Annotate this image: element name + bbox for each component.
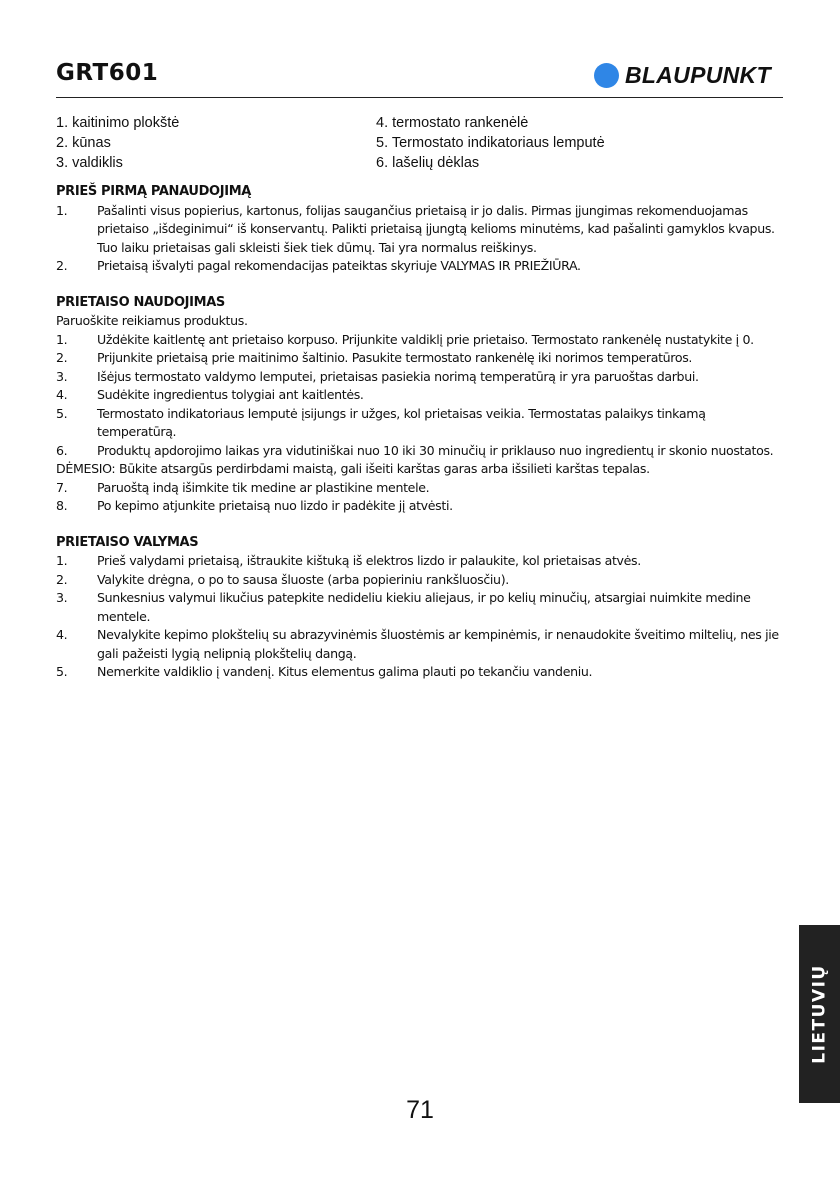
part-item: 5. Termostato indikatoriaus lemputė — [376, 135, 605, 151]
list-item — [56, 349, 786, 368]
item-text: Nevalykite kepimo plokštelių su abrazyvinėmis šluostėmis ar kempinėmis, ir nenaudokite šveitimo miltelių, nes jie gali pažeisti lygią nelipnią plokštelių dangą. — [97, 627, 779, 661]
section-title: PRIETAISO VALYMAS — [56, 534, 199, 550]
parts-list-left — [56, 113, 179, 173]
list-item — [56, 386, 786, 405]
item-text: Po kepimo atjunkite prietaisą nuo lizdo ir padėkite jį atvėsti. — [97, 498, 453, 513]
list-item — [56, 257, 786, 276]
brand-name: BLAUPUNKT — [625, 62, 771, 88]
item-text: Valykite drėgna, o po to sausa šluoste (arba popieriniu rankšluosčiu). — [97, 571, 509, 587]
item-number: 6. — [56, 442, 68, 458]
page-number: 71 — [406, 1096, 434, 1124]
list-item — [56, 571, 786, 590]
item-number: 1. — [56, 553, 68, 568]
list-item — [56, 479, 786, 498]
warning-note: DĖMESIO: Būkite atsargūs perdirbdami maistą, gali išeiti karštas garas arba išsilieti karštas tepalas. — [56, 461, 650, 476]
list-item — [56, 368, 786, 387]
part-item: 2. kūnas — [56, 135, 111, 151]
item-number: 3. — [56, 590, 68, 605]
item-text: Sudėkite ingredientus tolygiai ant kaitlentės. — [97, 387, 364, 402]
language-tab — [799, 925, 840, 1103]
model-name: GRT601 — [56, 60, 159, 86]
item-number: 8. — [56, 498, 68, 513]
list-item — [56, 405, 786, 442]
item-text: Prijunkite prietaisą prie maitinimo šaltinio. Pasukite termostato rankenėlę iki norimos temperatūros. — [97, 350, 693, 365]
list-item — [56, 331, 786, 350]
item-number: 5. — [56, 405, 68, 421]
before-use-list — [56, 202, 786, 276]
item-number: 2. — [56, 258, 68, 273]
section-title: PRIETAISO NAUDOJIMAS — [56, 294, 225, 310]
list-item — [56, 626, 786, 663]
list-item — [56, 589, 786, 626]
item-number: 7. — [56, 479, 68, 495]
part-item: 1. kaitinimo plokštė — [56, 115, 180, 131]
part-item: 6. lašelių dėklas — [376, 155, 480, 171]
cleaning-list — [56, 552, 786, 682]
item-text: Nemerkite valdiklio į vandenį. Kitus elementus galima plauti po tekančiu vandeniu. — [97, 664, 593, 679]
manual-content — [56, 183, 786, 682]
list-item — [56, 497, 786, 516]
list-item — [56, 552, 786, 571]
section-title: PRIEŠ PIRMĄ PANAUDOJIMĄ — [56, 184, 251, 199]
item-text: Prieš valydami prietaisą, ištraukite kištuką iš elektros lizdo ir palaukite, kol prietaisas atvės. — [97, 553, 641, 568]
item-text: Prietaisą išvalyti pagal rekomendacijas pateiktas skyriuje VALYMAS IR PRIEŽIŪRA. — [97, 258, 581, 273]
item-number: 5. — [56, 664, 68, 679]
part-item: 4. termostato rankenėlė — [376, 115, 529, 131]
item-number: 3. — [56, 368, 68, 384]
usage-intro: Paruoškite reikiamus produktus. — [56, 313, 248, 328]
brand-dot-icon — [594, 63, 619, 88]
item-text: Sunkesnius valymui likučius patepkite nedideliu kiekiu aliejaus, ir po kelių minučių, atsargiai nuimkite medine mentele. — [97, 590, 751, 624]
item-number: 4. — [56, 387, 68, 402]
item-text: Produktų apdorojimo laikas yra vidutiniškai nuo 10 iki 30 minučių ir priklauso nuo ingredientų ir skonio nuostatos. — [97, 442, 774, 458]
item-text: Termostato indikatoriaus lemputė įsijungs ir užges, kol prietaisas veikia. Termostatas palaikys tinkamą temperatūrą. — [97, 405, 706, 439]
item-number: 2. — [56, 350, 68, 365]
section-before-use — [56, 183, 786, 276]
item-text: Uždėkite kaitlentę ant prietaiso korpuso. Prijunkite valdiklį prie prietaiso. Termostato rankenėlę nustatykite į 0. — [97, 331, 754, 347]
usage-list-continued — [56, 479, 786, 516]
usage-list — [56, 331, 786, 461]
section-cleaning — [56, 534, 786, 682]
brand-logo — [594, 62, 771, 89]
list-item — [56, 663, 786, 682]
item-number: 2. — [56, 571, 68, 587]
part-item: 3. valdiklis — [56, 155, 123, 171]
item-text: Pašalinti visus popierius, kartonus, folijas saugančius prietaisą ir jo dalis. Pirmas įjungimas rekomenduojamas prietaiso „išdeginimui“ iš konservantų. Palikti prietaisą įjungtą kelioms minutėms, kad pašalinti gamyklos kvapus. Tuo laiku prietaisas gali skleisti šiek tiek dūmų. Tai yra normalus reiškinys. — [97, 202, 775, 255]
section-usage — [56, 294, 786, 516]
item-number: 1. — [56, 202, 68, 218]
item-text: Paruoštą indą išimkite tik medine ar plastikine mentele. — [97, 479, 430, 495]
list-item — [56, 442, 786, 461]
item-number: 1. — [56, 331, 68, 347]
header-divider — [56, 97, 783, 98]
item-text: Išėjus termostato valdymo lemputei, prietaisas pasiekia norimą temperatūrą ir yra paruoštas darbui. — [97, 368, 699, 384]
parts-list-right — [376, 113, 605, 173]
item-number: 4. — [56, 627, 68, 642]
list-item — [56, 202, 786, 258]
language-label: LIETUVIŲ — [809, 964, 830, 1064]
